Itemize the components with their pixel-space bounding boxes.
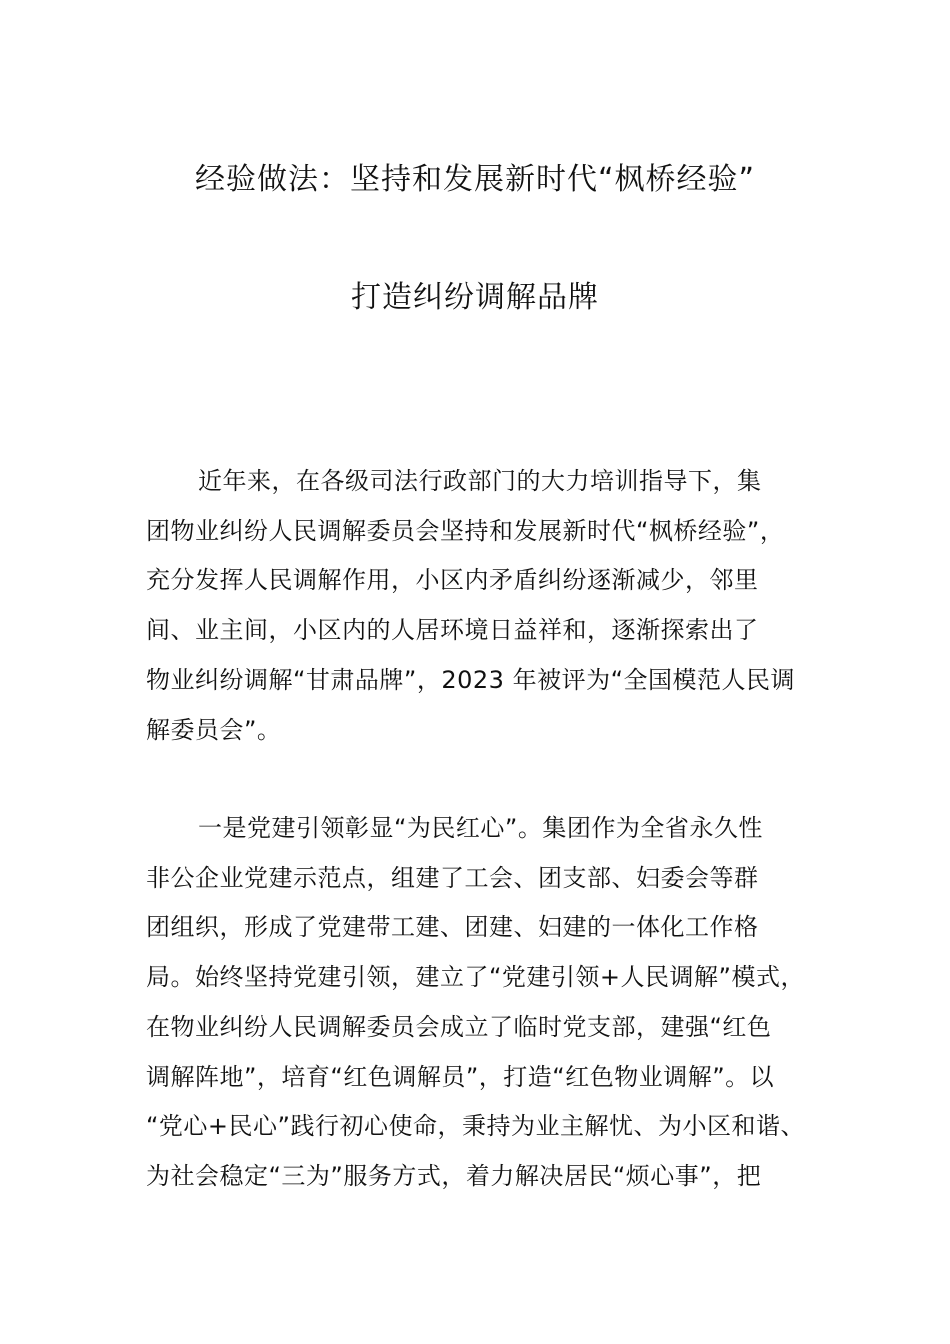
paragraph-line: 一是党建引领彰显“为民红心”。集团作为全省永久性 bbox=[198, 814, 763, 842]
paragraph-line: 为社会稳定“三为”服务方式，着力解决居民“烦心事”，把 bbox=[146, 1161, 762, 1190]
paragraph-line: 调解阵地”，培育“红色调解员”，打造“红色物业调解”。以 bbox=[146, 1062, 775, 1091]
paragraph-line: 团组织，形成了党建带工建、团建、妇建的一体化工作格 bbox=[146, 913, 759, 942]
paragraph-line: 团物业纠纷人民调解委员会坚持和发展新时代“枫桥经验”， bbox=[146, 516, 785, 545]
document-title-line-2: 打造纠纷调解品牌 bbox=[351, 280, 599, 315]
document-title-line-1: 经验做法：坚持和发展新时代“枫桥经验” bbox=[194, 162, 756, 197]
paragraph-intro bbox=[146, 457, 836, 755]
paragraph-line: 局。始终坚持党建引领，建立了“党建引领+人民调解”模式， bbox=[146, 963, 805, 992]
paragraph-party-building bbox=[146, 804, 836, 1202]
paragraph-line: 近年来，在各级司法行政部门的大力培训指导下，集 bbox=[198, 467, 762, 495]
paragraph-line: 物业纠纷调解“甘肃品牌”，2023 年被评为“全国模范人民调 bbox=[146, 665, 796, 694]
paragraph-line: 充分发挥人民调解作用，小区内矛盾纠纷逐渐减少，邻里 bbox=[146, 566, 759, 595]
paragraph-line: “党心+民心”践行初心使命，秉持为业主解忧、为小区和谐、 bbox=[146, 1112, 805, 1141]
paragraph-line: 非公企业党建示范点，组建了工会、团支部、妇委会等群 bbox=[146, 863, 759, 892]
paragraph-line: 间、业主间，小区内的人居环境日益祥和，逐渐探索出了 bbox=[146, 616, 759, 645]
paragraph-line: 解委员会”。 bbox=[146, 715, 282, 744]
paragraph-line: 在物业纠纷人民调解委员会成立了临时党支部，建强“红色 bbox=[146, 1012, 772, 1041]
